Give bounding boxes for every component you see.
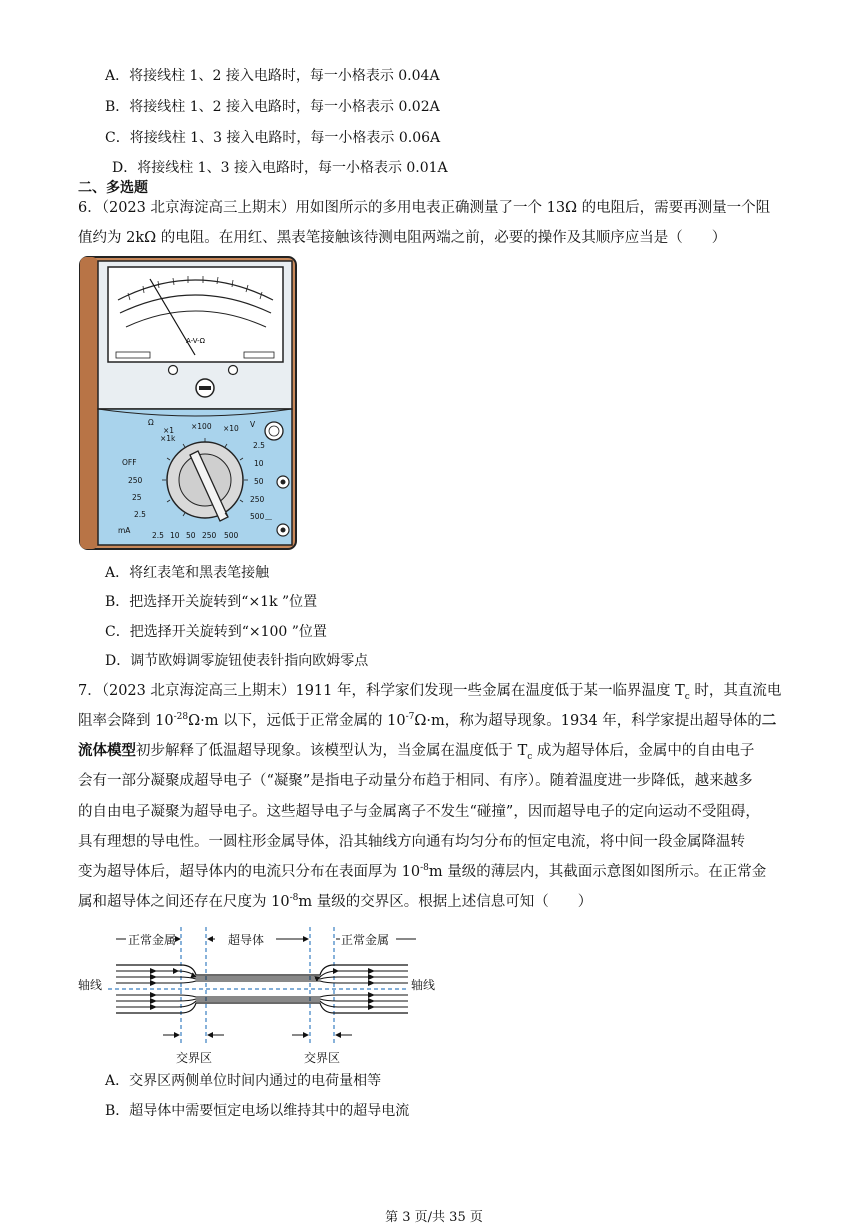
q6-option-d: D．调节欧姆调零旋钮使表针指向欧姆零点 xyxy=(105,653,369,669)
range-x100: ×100 xyxy=(191,422,212,431)
q6-stem-line2: 值约为 2kΩ 的电阻。在用红、黑表笔接触该待测电阻两端之前，必要的操作及其顺序应当是（ ） xyxy=(78,230,727,246)
q7-line1-end: 时，其直流电 xyxy=(689,683,782,699)
minus-label: － xyxy=(264,516,274,526)
range-right-10: 10 xyxy=(254,459,264,468)
q7-option-b: B．超导体中需要恒定电场以维持其中的超导电流 xyxy=(105,1103,410,1119)
range-right-2_5: 2.5 xyxy=(253,441,265,450)
q6-option-a: A．将红表笔和黑表笔接触 xyxy=(105,565,270,581)
range-left-250: 250 xyxy=(128,476,143,485)
label-axis-right: 轴线 xyxy=(411,978,436,992)
meter-dial-face xyxy=(108,267,283,362)
q7-line6: 具有理想的导电性。一圆柱形金属导体，沿其轴线方向通有均匀分布的恒定电流，将中间一段金属降温转 xyxy=(78,834,745,850)
range-left-2_5: 2.5 xyxy=(134,510,146,519)
range-bottom-250: 250 xyxy=(202,531,217,540)
range-x10: ×10 xyxy=(223,424,239,433)
q7-line2-b: Ω·m 以下，远低于正常金属的 10 xyxy=(188,713,406,729)
ma-label: mA xyxy=(118,526,131,535)
q5-option-c: C．将接线柱 1、3 接入电路时，每一小格表示 0.06A xyxy=(105,130,441,146)
superconductor-svg xyxy=(78,925,438,1065)
q7-line2-bold: 二 xyxy=(761,712,777,729)
q7-line2-sup2: -7 xyxy=(405,712,415,723)
q7-line3 xyxy=(78,741,754,761)
q7-line3-a: 初步解释了低温超导现象。该模型认为，当金属在温度低于 T xyxy=(136,743,528,759)
range-left-25: 25 xyxy=(132,493,142,502)
label-boundary-right: 交界区 xyxy=(304,1051,341,1065)
q7-line3-bold: 流体模型 xyxy=(78,742,136,759)
q7-line7-sup: -8 xyxy=(420,863,429,874)
q7-line2-c: Ω·m，称为超导现象。1934 年，科学家提出超导体的 xyxy=(414,713,762,729)
q7-line2-sup1: -28 xyxy=(173,712,189,723)
q7-line8-b: m 量级的交界区。根据上述信息可知（ ） xyxy=(298,894,593,910)
range-x1k: ×1k xyxy=(160,434,176,443)
q6-option-c: C．把选择开关旋转到“×100 ”位置 xyxy=(105,624,327,640)
q5-option-b: B．将接线柱 1、2 接入电路时，每一小格表示 0.02A xyxy=(105,99,440,115)
ohm-symbol: Ω xyxy=(148,418,154,427)
pipe-bottom xyxy=(116,1003,408,1013)
page-footer: 第 3 页/共 35 页 xyxy=(385,1210,483,1225)
v-symbol: V xyxy=(250,420,256,429)
q7-line7-a: 变为超导体后，超导体内的电流只分布在表面厚为 10 xyxy=(78,864,421,880)
q7-line7-b: m 量级的薄层内，其截面示意图如图所示。在正常金 xyxy=(428,864,767,880)
range-bottom-500: 500 xyxy=(224,531,239,540)
q7-line1-sub: c xyxy=(684,691,690,702)
label-boundary-left: 交界区 xyxy=(176,1051,213,1065)
multimeter-svg xyxy=(78,255,298,551)
q7-line3-b: 成为超导体后，金属中的自由电子 xyxy=(532,743,755,759)
meter-dial-label: A-V-Ω xyxy=(186,337,206,345)
label-axis-left: 轴线 xyxy=(78,978,103,992)
q5-option-a: A．将接线柱 1、2 接入电路时，每一小格表示 0.04A xyxy=(105,68,440,84)
range-bottom-2_5: 2.5 xyxy=(152,531,164,540)
range-bottom-50: 50 xyxy=(186,531,196,540)
section-title: 二、多选题 xyxy=(78,180,148,196)
ohm-zero-knob xyxy=(265,422,283,440)
range-right-50: 50 xyxy=(254,477,264,486)
q7-line8 xyxy=(78,892,592,912)
range-right-250: 250 xyxy=(250,495,265,504)
zero-knob-slot xyxy=(199,386,211,390)
q7-line8-a: 属和超导体之间还存在尺度为 10 xyxy=(78,894,290,910)
meter-screw-left xyxy=(169,366,178,375)
q6-option-b: B．把选择开关旋转到“×1k ”位置 xyxy=(105,594,318,610)
label-superconductor: 超导体 xyxy=(228,933,265,947)
q7-line1 xyxy=(78,681,781,701)
pipe-top xyxy=(116,965,408,975)
range-right-500: 500 xyxy=(250,512,265,521)
meter-side xyxy=(80,257,98,549)
q7-line4: 会有一部分凝聚成超导电子（“凝聚”是指电子动量分布趋于相同、有序）。随着温度进一步降低，越来越多 xyxy=(78,773,753,789)
multimeter-figure xyxy=(78,255,298,551)
q7-line3-sub: c xyxy=(527,751,533,762)
label-normal-metal-left: 正常金属 xyxy=(128,933,177,947)
q7-line2-a: 阻率会降到 10 xyxy=(78,713,174,729)
q7-line7 xyxy=(78,862,766,882)
range-x1: ×1 xyxy=(163,426,175,435)
q5-option-d: D．将接线柱 1、3 接入电路时，每一小格表示 0.01A xyxy=(112,160,448,176)
q7-line5: 的自由电子凝聚为超导电子。这些超导电子与金属离子不发生“碰撞”，因而超导电子的定向运动不受阻碍， xyxy=(78,804,760,820)
q7-line1-text: 7．（2023 北京海淀高三上期末）1911 年，科学家们发现一些金属在温度低于某一临界温度 T xyxy=(78,683,685,699)
q7-line8-sup: -8 xyxy=(289,893,299,904)
range-bottom-10: 10 xyxy=(170,531,180,540)
label-normal-metal-right: 正常金属 xyxy=(341,933,390,947)
meter-screw-right xyxy=(229,366,238,375)
range-off: OFF xyxy=(122,458,137,467)
q6-stem-line1: 6．（2023 北京海淀高三上期末）用如图所示的多用电表正确测量了一个 13Ω 的电阻后，需要再测量一个阻 xyxy=(78,200,771,216)
q7-line2 xyxy=(78,711,776,731)
superconductor-diagram xyxy=(78,925,438,1065)
q7-option-a: A．交界区两侧单位时间内通过的电荷量相等 xyxy=(105,1073,382,1089)
